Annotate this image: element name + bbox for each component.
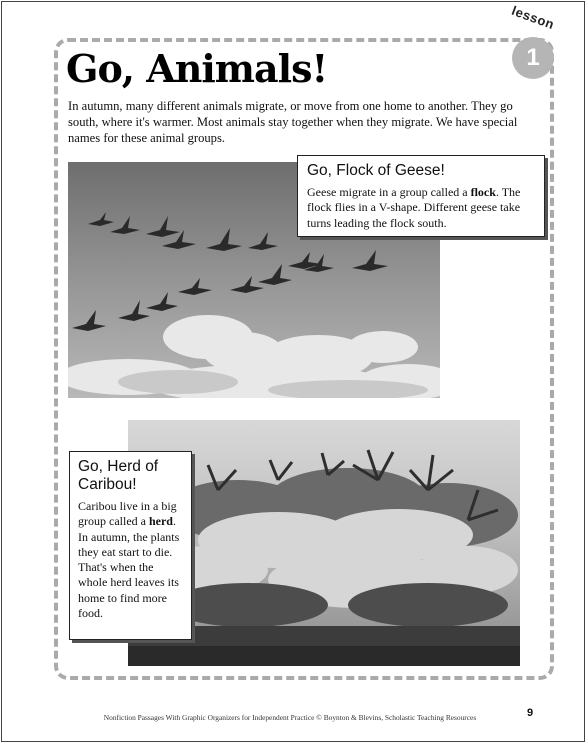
geese-callout <box>297 155 545 237</box>
caribou-heading: Go, Herd of Caribou! <box>78 458 159 493</box>
lesson-number: 1 <box>526 44 540 71</box>
intro-paragraph: In autumn, many different animals migrate, or move from one home to another. They go south, where it's warmer. Most animals stay together when they migrate. We have special names for these animal groups. <box>68 99 518 146</box>
lesson-badge <box>498 2 570 90</box>
caribou-callout <box>69 451 192 640</box>
lesson-label: lesson <box>509 2 557 33</box>
caribou-keyword: herd <box>148 514 173 529</box>
geese-heading: Go, Flock of Geese! <box>307 162 445 179</box>
page-number: 9 <box>527 707 534 719</box>
caribou-text: Caribou live in a big group called a herd. In autumn, the plants they eat start to die. That's when the whole herd leaves its home to find more food. <box>78 499 180 621</box>
footer-credit: Nonfiction Passages With Graphic Organizers for Independent Practice © Boynton & Blevins, Scholastic Teaching Resources <box>103 713 477 722</box>
lesson-number-circle <box>512 37 554 79</box>
geese-keyword: flock <box>470 185 496 199</box>
geese-text: Geese migrate in a group called a flock. The flock flies in a V-shape. Different geese take turns leading the flock south. <box>307 185 521 230</box>
page-title: Go, Animals! <box>66 46 328 91</box>
